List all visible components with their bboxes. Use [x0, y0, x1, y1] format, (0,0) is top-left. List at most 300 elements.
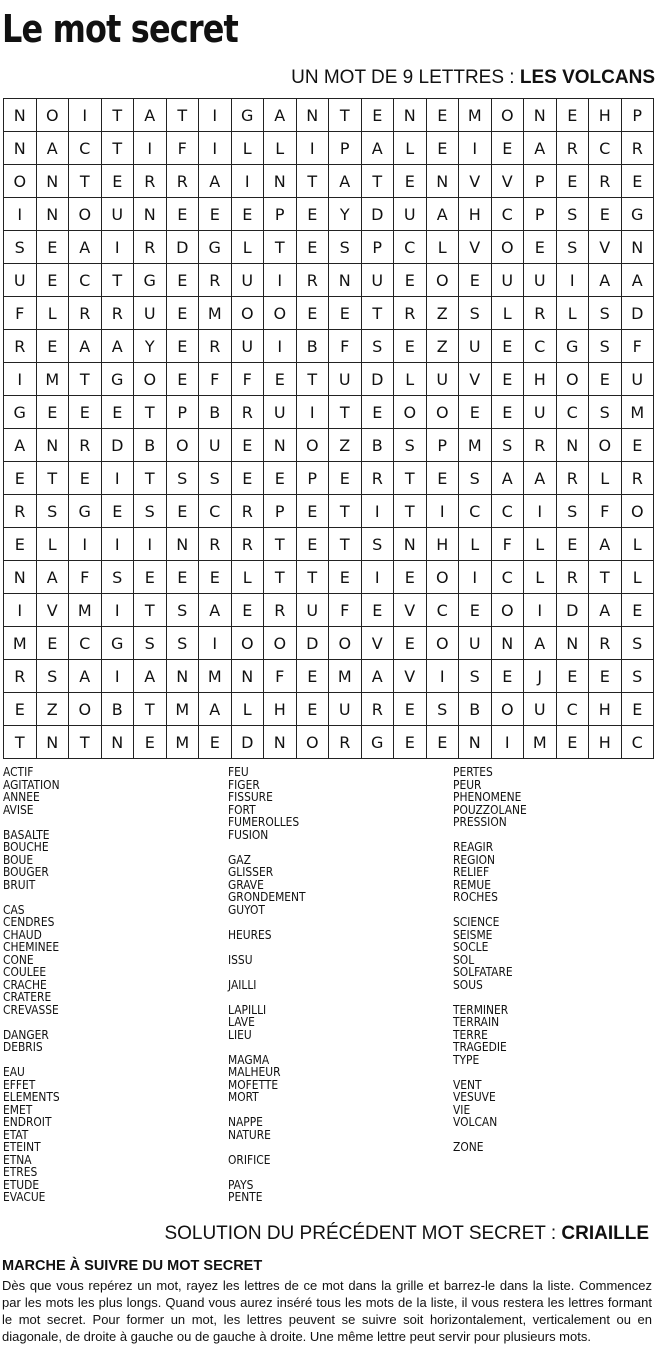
grid-cell[interactable]: A: [361, 132, 394, 165]
grid-cell[interactable]: S: [36, 495, 69, 528]
grid-cell[interactable]: N: [491, 627, 524, 660]
grid-cell[interactable]: S: [329, 231, 362, 264]
grid-cell[interactable]: S: [459, 462, 492, 495]
grid-cell[interactable]: E: [491, 132, 524, 165]
grid-cell[interactable]: V: [36, 594, 69, 627]
grid-cell[interactable]: F: [69, 561, 102, 594]
grid-cell[interactable]: S: [166, 462, 199, 495]
grid-cell[interactable]: E: [491, 363, 524, 396]
grid-cell[interactable]: U: [459, 330, 492, 363]
grid-cell[interactable]: I: [361, 495, 394, 528]
grid-cell[interactable]: F: [329, 330, 362, 363]
grid-cell[interactable]: T: [264, 561, 297, 594]
grid-cell[interactable]: E: [589, 363, 622, 396]
grid-cell[interactable]: U: [264, 396, 297, 429]
grid-cell[interactable]: I: [101, 660, 134, 693]
grid-cell[interactable]: A: [134, 99, 167, 132]
grid-cell[interactable]: T: [134, 396, 167, 429]
grid-cell[interactable]: V: [394, 660, 427, 693]
grid-cell[interactable]: A: [426, 198, 459, 231]
grid-cell[interactable]: U: [329, 693, 362, 726]
grid-cell[interactable]: U: [101, 198, 134, 231]
grid-cell[interactable]: O: [589, 429, 622, 462]
grid-cell[interactable]: E: [394, 627, 427, 660]
grid-cell[interactable]: E: [199, 198, 232, 231]
grid-cell[interactable]: R: [199, 528, 232, 561]
grid-cell[interactable]: R: [4, 495, 37, 528]
grid-cell[interactable]: T: [69, 165, 102, 198]
grid-cell[interactable]: O: [69, 198, 102, 231]
grid-cell[interactable]: L: [231, 231, 264, 264]
grid-cell[interactable]: F: [589, 495, 622, 528]
grid-cell[interactable]: R: [361, 693, 394, 726]
grid-cell[interactable]: Z: [36, 693, 69, 726]
grid-cell[interactable]: A: [589, 264, 622, 297]
grid-cell[interactable]: T: [394, 495, 427, 528]
grid-cell[interactable]: H: [589, 726, 622, 759]
grid-cell[interactable]: P: [361, 231, 394, 264]
grid-cell[interactable]: T: [361, 297, 394, 330]
grid-cell[interactable]: G: [231, 99, 264, 132]
grid-cell[interactable]: S: [491, 429, 524, 462]
grid-cell[interactable]: N: [264, 165, 297, 198]
grid-cell[interactable]: O: [556, 363, 589, 396]
grid-cell[interactable]: M: [329, 660, 362, 693]
grid-cell[interactable]: E: [556, 528, 589, 561]
grid-cell[interactable]: R: [69, 297, 102, 330]
grid-cell[interactable]: E: [296, 198, 329, 231]
grid-cell[interactable]: V: [394, 594, 427, 627]
grid-cell[interactable]: S: [166, 627, 199, 660]
grid-cell[interactable]: F: [491, 528, 524, 561]
grid-cell[interactable]: O: [426, 264, 459, 297]
grid-cell[interactable]: L: [394, 363, 427, 396]
grid-cell[interactable]: B: [134, 429, 167, 462]
grid-cell[interactable]: A: [491, 462, 524, 495]
grid-cell[interactable]: A: [199, 693, 232, 726]
grid-cell[interactable]: L: [524, 528, 557, 561]
grid-cell[interactable]: B: [199, 396, 232, 429]
grid-cell[interactable]: I: [426, 660, 459, 693]
grid-cell[interactable]: L: [491, 297, 524, 330]
grid-cell[interactable]: R: [166, 165, 199, 198]
grid-cell[interactable]: N: [459, 726, 492, 759]
grid-cell[interactable]: P: [296, 462, 329, 495]
grid-cell[interactable]: E: [621, 429, 654, 462]
grid-cell[interactable]: U: [621, 363, 654, 396]
grid-cell[interactable]: C: [524, 330, 557, 363]
grid-cell[interactable]: E: [101, 396, 134, 429]
grid-cell[interactable]: T: [36, 462, 69, 495]
grid-cell[interactable]: V: [459, 363, 492, 396]
grid-cell[interactable]: I: [4, 363, 37, 396]
grid-cell[interactable]: E: [36, 627, 69, 660]
grid-cell[interactable]: H: [524, 363, 557, 396]
grid-cell[interactable]: E: [491, 660, 524, 693]
grid-cell[interactable]: A: [361, 660, 394, 693]
grid-cell[interactable]: V: [589, 231, 622, 264]
grid-cell[interactable]: N: [264, 726, 297, 759]
grid-cell[interactable]: U: [524, 396, 557, 429]
grid-cell[interactable]: O: [264, 297, 297, 330]
grid-cell[interactable]: E: [556, 99, 589, 132]
grid-cell[interactable]: D: [296, 627, 329, 660]
grid-cell[interactable]: S: [134, 627, 167, 660]
grid-cell[interactable]: E: [231, 429, 264, 462]
grid-cell[interactable]: O: [296, 429, 329, 462]
grid-cell[interactable]: N: [4, 132, 37, 165]
grid-cell[interactable]: I: [101, 462, 134, 495]
grid-cell[interactable]: U: [459, 627, 492, 660]
grid-cell[interactable]: A: [36, 561, 69, 594]
grid-cell[interactable]: T: [329, 528, 362, 561]
grid-cell[interactable]: E: [491, 396, 524, 429]
grid-cell[interactable]: T: [296, 165, 329, 198]
grid-cell[interactable]: N: [36, 726, 69, 759]
grid-cell[interactable]: I: [556, 264, 589, 297]
grid-cell[interactable]: E: [589, 198, 622, 231]
grid-cell[interactable]: V: [459, 231, 492, 264]
grid-cell[interactable]: H: [589, 99, 622, 132]
grid-cell[interactable]: I: [69, 99, 102, 132]
grid-cell[interactable]: A: [524, 627, 557, 660]
grid-cell[interactable]: I: [134, 132, 167, 165]
grid-cell[interactable]: U: [491, 264, 524, 297]
grid-cell[interactable]: C: [556, 396, 589, 429]
grid-cell[interactable]: R: [556, 561, 589, 594]
grid-cell[interactable]: O: [231, 297, 264, 330]
grid-cell[interactable]: O: [4, 165, 37, 198]
grid-cell[interactable]: C: [69, 264, 102, 297]
grid-cell[interactable]: I: [231, 165, 264, 198]
grid-cell[interactable]: T: [264, 528, 297, 561]
grid-cell[interactable]: O: [426, 396, 459, 429]
grid-cell[interactable]: E: [329, 561, 362, 594]
grid-cell[interactable]: C: [199, 495, 232, 528]
grid-cell[interactable]: S: [556, 198, 589, 231]
grid-cell[interactable]: S: [361, 528, 394, 561]
grid-cell[interactable]: R: [199, 264, 232, 297]
grid-cell[interactable]: A: [69, 330, 102, 363]
grid-cell[interactable]: E: [296, 660, 329, 693]
grid-cell[interactable]: T: [101, 264, 134, 297]
grid-cell[interactable]: D: [556, 594, 589, 627]
grid-cell[interactable]: L: [231, 132, 264, 165]
grid-cell[interactable]: C: [589, 132, 622, 165]
grid-cell[interactable]: G: [4, 396, 37, 429]
grid-cell[interactable]: S: [4, 231, 37, 264]
grid-cell[interactable]: F: [264, 660, 297, 693]
grid-cell[interactable]: N: [36, 198, 69, 231]
grid-cell[interactable]: E: [556, 726, 589, 759]
grid-cell[interactable]: A: [621, 264, 654, 297]
grid-cell[interactable]: R: [361, 462, 394, 495]
grid-cell[interactable]: S: [589, 396, 622, 429]
grid-cell[interactable]: I: [524, 594, 557, 627]
grid-cell[interactable]: I: [524, 495, 557, 528]
grid-cell[interactable]: A: [524, 462, 557, 495]
grid-cell[interactable]: P: [166, 396, 199, 429]
grid-cell[interactable]: I: [459, 132, 492, 165]
grid-cell[interactable]: N: [166, 660, 199, 693]
grid-cell[interactable]: R: [556, 462, 589, 495]
grid-cell[interactable]: G: [101, 627, 134, 660]
grid-cell[interactable]: E: [166, 264, 199, 297]
grid-cell[interactable]: F: [231, 363, 264, 396]
grid-cell[interactable]: D: [231, 726, 264, 759]
grid-cell[interactable]: T: [4, 726, 37, 759]
grid-cell[interactable]: F: [199, 363, 232, 396]
grid-cell[interactable]: E: [621, 165, 654, 198]
grid-cell[interactable]: A: [36, 132, 69, 165]
grid-cell[interactable]: B: [459, 693, 492, 726]
grid-cell[interactable]: N: [264, 429, 297, 462]
grid-cell[interactable]: U: [134, 297, 167, 330]
grid-cell[interactable]: O: [231, 627, 264, 660]
grid-cell[interactable]: A: [69, 660, 102, 693]
grid-cell[interactable]: Z: [426, 330, 459, 363]
grid-cell[interactable]: E: [166, 495, 199, 528]
grid-cell[interactable]: E: [264, 462, 297, 495]
grid-cell[interactable]: A: [101, 330, 134, 363]
grid-cell[interactable]: U: [231, 330, 264, 363]
grid-cell[interactable]: C: [491, 198, 524, 231]
grid-cell[interactable]: A: [4, 429, 37, 462]
grid-cell[interactable]: R: [231, 528, 264, 561]
grid-cell[interactable]: N: [524, 99, 557, 132]
grid-cell[interactable]: T: [134, 462, 167, 495]
grid-cell[interactable]: M: [459, 99, 492, 132]
grid-cell[interactable]: E: [394, 726, 427, 759]
grid-cell[interactable]: A: [199, 594, 232, 627]
grid-cell[interactable]: E: [166, 363, 199, 396]
grid-cell[interactable]: S: [426, 693, 459, 726]
grid-cell[interactable]: P: [524, 198, 557, 231]
grid-cell[interactable]: O: [426, 561, 459, 594]
grid-cell[interactable]: Y: [329, 198, 362, 231]
grid-cell[interactable]: I: [69, 528, 102, 561]
grid-cell[interactable]: P: [264, 495, 297, 528]
grid-cell[interactable]: G: [199, 231, 232, 264]
grid-cell[interactable]: S: [621, 627, 654, 660]
grid-cell[interactable]: E: [4, 693, 37, 726]
grid-cell[interactable]: E: [264, 363, 297, 396]
grid-cell[interactable]: E: [4, 528, 37, 561]
grid-cell[interactable]: U: [329, 363, 362, 396]
grid-cell[interactable]: E: [394, 693, 427, 726]
grid-cell[interactable]: R: [4, 330, 37, 363]
grid-cell[interactable]: A: [134, 660, 167, 693]
grid-cell[interactable]: F: [166, 132, 199, 165]
grid-cell[interactable]: E: [621, 594, 654, 627]
grid-cell[interactable]: U: [199, 429, 232, 462]
grid-cell[interactable]: T: [589, 561, 622, 594]
grid-cell[interactable]: R: [394, 297, 427, 330]
grid-cell[interactable]: G: [134, 264, 167, 297]
grid-cell[interactable]: F: [4, 297, 37, 330]
grid-cell[interactable]: S: [166, 594, 199, 627]
grid-cell[interactable]: P: [329, 132, 362, 165]
grid-cell[interactable]: C: [621, 726, 654, 759]
grid-cell[interactable]: G: [69, 495, 102, 528]
grid-cell[interactable]: T: [166, 99, 199, 132]
grid-cell[interactable]: E: [101, 165, 134, 198]
grid-cell[interactable]: T: [361, 165, 394, 198]
grid-cell[interactable]: S: [621, 660, 654, 693]
grid-cell[interactable]: N: [556, 429, 589, 462]
grid-cell[interactable]: C: [394, 231, 427, 264]
grid-cell[interactable]: D: [361, 198, 394, 231]
grid-cell[interactable]: A: [524, 132, 557, 165]
grid-cell[interactable]: R: [4, 660, 37, 693]
grid-cell[interactable]: D: [361, 363, 394, 396]
grid-cell[interactable]: U: [524, 264, 557, 297]
grid-cell[interactable]: M: [166, 726, 199, 759]
grid-cell[interactable]: A: [264, 99, 297, 132]
grid-cell[interactable]: A: [589, 594, 622, 627]
grid-cell[interactable]: L: [231, 561, 264, 594]
grid-cell[interactable]: N: [621, 231, 654, 264]
grid-cell[interactable]: S: [589, 330, 622, 363]
grid-cell[interactable]: T: [296, 363, 329, 396]
grid-cell[interactable]: T: [264, 231, 297, 264]
grid-cell[interactable]: E: [36, 231, 69, 264]
grid-cell[interactable]: S: [459, 660, 492, 693]
grid-cell[interactable]: I: [296, 132, 329, 165]
grid-cell[interactable]: E: [69, 462, 102, 495]
grid-cell[interactable]: S: [199, 462, 232, 495]
grid-cell[interactable]: I: [459, 561, 492, 594]
grid-cell[interactable]: E: [69, 396, 102, 429]
grid-cell[interactable]: E: [166, 561, 199, 594]
grid-cell[interactable]: S: [556, 231, 589, 264]
grid-cell[interactable]: E: [166, 297, 199, 330]
grid-cell[interactable]: G: [101, 363, 134, 396]
grid-cell[interactable]: N: [394, 528, 427, 561]
grid-cell[interactable]: R: [69, 429, 102, 462]
grid-cell[interactable]: R: [589, 165, 622, 198]
grid-cell[interactable]: Z: [329, 429, 362, 462]
grid-cell[interactable]: I: [199, 132, 232, 165]
grid-cell[interactable]: T: [329, 99, 362, 132]
grid-cell[interactable]: N: [4, 561, 37, 594]
grid-cell[interactable]: A: [329, 165, 362, 198]
grid-cell[interactable]: E: [4, 462, 37, 495]
grid-cell[interactable]: F: [621, 330, 654, 363]
grid-cell[interactable]: O: [134, 363, 167, 396]
grid-cell[interactable]: P: [621, 99, 654, 132]
grid-cell[interactable]: S: [361, 330, 394, 363]
grid-cell[interactable]: E: [394, 330, 427, 363]
grid-cell[interactable]: O: [394, 396, 427, 429]
grid-cell[interactable]: D: [166, 231, 199, 264]
grid-cell[interactable]: V: [491, 165, 524, 198]
grid-cell[interactable]: O: [166, 429, 199, 462]
grid-cell[interactable]: E: [394, 264, 427, 297]
grid-cell[interactable]: E: [491, 330, 524, 363]
grid-cell[interactable]: T: [134, 693, 167, 726]
grid-cell[interactable]: U: [4, 264, 37, 297]
grid-cell[interactable]: O: [491, 693, 524, 726]
grid-cell[interactable]: F: [329, 594, 362, 627]
grid-cell[interactable]: N: [231, 660, 264, 693]
grid-cell[interactable]: C: [69, 627, 102, 660]
grid-cell[interactable]: E: [394, 561, 427, 594]
grid-cell[interactable]: E: [361, 396, 394, 429]
grid-cell[interactable]: N: [394, 99, 427, 132]
grid-cell[interactable]: R: [621, 462, 654, 495]
grid-cell[interactable]: E: [556, 165, 589, 198]
grid-cell[interactable]: I: [4, 594, 37, 627]
grid-cell[interactable]: R: [524, 429, 557, 462]
grid-cell[interactable]: L: [459, 528, 492, 561]
grid-cell[interactable]: I: [101, 231, 134, 264]
grid-cell[interactable]: M: [621, 396, 654, 429]
grid-cell[interactable]: T: [69, 726, 102, 759]
grid-cell[interactable]: D: [621, 297, 654, 330]
grid-cell[interactable]: O: [621, 495, 654, 528]
grid-cell[interactable]: I: [134, 528, 167, 561]
grid-cell[interactable]: E: [231, 594, 264, 627]
grid-cell[interactable]: M: [524, 726, 557, 759]
grid-cell[interactable]: N: [296, 99, 329, 132]
grid-cell[interactable]: T: [329, 396, 362, 429]
grid-cell[interactable]: R: [134, 165, 167, 198]
grid-cell[interactable]: N: [36, 165, 69, 198]
grid-cell[interactable]: B: [361, 429, 394, 462]
grid-cell[interactable]: S: [459, 297, 492, 330]
grid-cell[interactable]: T: [69, 363, 102, 396]
grid-cell[interactable]: C: [426, 594, 459, 627]
grid-cell[interactable]: J: [524, 660, 557, 693]
grid-cell[interactable]: C: [491, 495, 524, 528]
grid-cell[interactable]: B: [296, 330, 329, 363]
grid-cell[interactable]: E: [296, 231, 329, 264]
grid-cell[interactable]: S: [134, 495, 167, 528]
grid-cell[interactable]: A: [69, 231, 102, 264]
grid-cell[interactable]: E: [459, 264, 492, 297]
grid-cell[interactable]: I: [264, 330, 297, 363]
grid-cell[interactable]: E: [426, 462, 459, 495]
grid-cell[interactable]: G: [556, 330, 589, 363]
grid-cell[interactable]: L: [524, 561, 557, 594]
grid-cell[interactable]: E: [459, 396, 492, 429]
grid-cell[interactable]: E: [329, 462, 362, 495]
grid-cell[interactable]: O: [491, 594, 524, 627]
grid-cell[interactable]: N: [426, 165, 459, 198]
grid-cell[interactable]: E: [166, 330, 199, 363]
grid-cell[interactable]: E: [394, 165, 427, 198]
grid-cell[interactable]: R: [556, 132, 589, 165]
grid-cell[interactable]: L: [589, 462, 622, 495]
grid-cell[interactable]: I: [491, 726, 524, 759]
grid-cell[interactable]: O: [296, 726, 329, 759]
grid-cell[interactable]: E: [459, 594, 492, 627]
grid-cell[interactable]: E: [134, 726, 167, 759]
grid-cell[interactable]: E: [524, 231, 557, 264]
grid-cell[interactable]: U: [231, 264, 264, 297]
grid-cell[interactable]: E: [329, 297, 362, 330]
grid-cell[interactable]: R: [329, 726, 362, 759]
grid-cell[interactable]: M: [4, 627, 37, 660]
grid-cell[interactable]: T: [101, 99, 134, 132]
grid-cell[interactable]: P: [524, 165, 557, 198]
grid-cell[interactable]: N: [4, 99, 37, 132]
grid-cell[interactable]: S: [556, 495, 589, 528]
grid-cell[interactable]: N: [101, 726, 134, 759]
grid-cell[interactable]: I: [361, 561, 394, 594]
grid-cell[interactable]: E: [589, 660, 622, 693]
